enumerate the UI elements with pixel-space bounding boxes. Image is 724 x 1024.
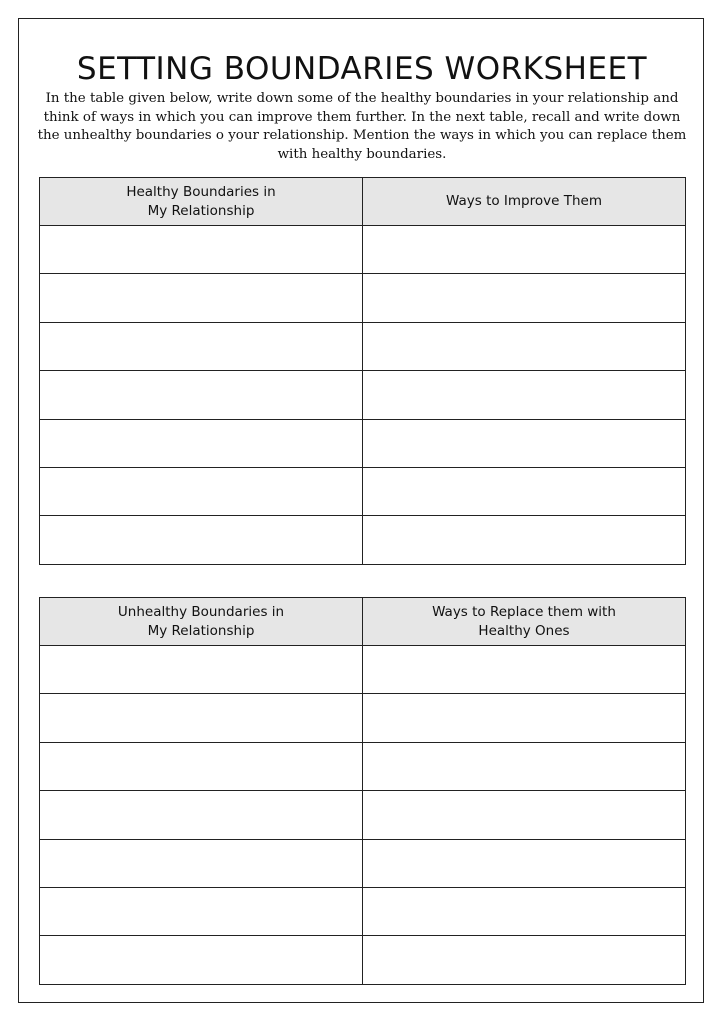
ways-write-in-cell[interactable] [363, 322, 686, 370]
unhealthy-boundaries-rows [40, 646, 686, 985]
boundary-write-in-cell[interactable] [40, 322, 363, 370]
column-header-ways-to-replace: Ways to Replace them with Healthy Ones [363, 598, 686, 646]
boundary-write-in-cell[interactable] [40, 839, 363, 887]
boundary-write-in-cell[interactable] [40, 467, 363, 515]
table-row [40, 226, 686, 274]
ways-write-in-cell[interactable] [363, 839, 686, 887]
table-row [40, 274, 686, 322]
boundary-write-in-cell[interactable] [40, 274, 363, 322]
ways-write-in-cell[interactable] [363, 467, 686, 515]
ways-write-in-cell[interactable] [363, 516, 686, 564]
boundary-write-in-cell[interactable] [40, 516, 363, 564]
boundary-write-in-cell[interactable] [40, 742, 363, 790]
unhealthy-boundaries-table [39, 597, 686, 985]
ways-write-in-cell[interactable] [363, 887, 686, 935]
column-header-ways-to-improve: Ways to Improve Them [363, 178, 686, 226]
worksheet-instructions: In the table given below, write down some of the healthy boundaries in your relationship and think of ways in which you can improve them further. In the next table, recall and write down the unhealthy boundaries o your relationship. Mention the ways in which you can replace them with healthy boundaries. [37, 91, 687, 162]
ways-write-in-cell[interactable] [363, 419, 686, 467]
ways-write-in-cell[interactable] [363, 371, 686, 419]
boundary-write-in-cell[interactable] [40, 887, 363, 935]
ways-write-in-cell[interactable] [363, 936, 686, 984]
boundary-write-in-cell[interactable] [40, 371, 363, 419]
table-row [40, 516, 686, 564]
column-header-unhealthy-boundaries: Unhealthy Boundaries in My Relationship [40, 598, 363, 646]
ways-write-in-cell[interactable] [363, 742, 686, 790]
ways-write-in-cell[interactable] [363, 791, 686, 839]
ways-write-in-cell[interactable] [363, 646, 686, 694]
ways-write-in-cell[interactable] [363, 274, 686, 322]
table-header-row [40, 598, 686, 646]
table-row [40, 419, 686, 467]
table-row [40, 694, 686, 742]
column-header-healthy-boundaries: Healthy Boundaries in My Relationship [40, 178, 363, 226]
boundary-write-in-cell[interactable] [40, 694, 363, 742]
table-header-row [40, 178, 686, 226]
boundary-write-in-cell[interactable] [40, 646, 363, 694]
ways-write-in-cell[interactable] [363, 226, 686, 274]
boundary-write-in-cell[interactable] [40, 791, 363, 839]
table-row [40, 936, 686, 984]
worksheet-title: SETTING BOUNDARIES WORKSHEET [76, 51, 648, 87]
boundary-write-in-cell[interactable] [40, 936, 363, 984]
table-row [40, 742, 686, 790]
table-row [40, 646, 686, 694]
healthy-boundaries-rows [40, 226, 686, 565]
table-row [40, 371, 686, 419]
table-row [40, 467, 686, 515]
table-row [40, 322, 686, 370]
table-row [40, 839, 686, 887]
table-row [40, 791, 686, 839]
boundary-write-in-cell[interactable] [40, 226, 363, 274]
boundary-write-in-cell[interactable] [40, 419, 363, 467]
table-row [40, 887, 686, 935]
healthy-boundaries-table [39, 177, 686, 565]
ways-write-in-cell[interactable] [363, 694, 686, 742]
